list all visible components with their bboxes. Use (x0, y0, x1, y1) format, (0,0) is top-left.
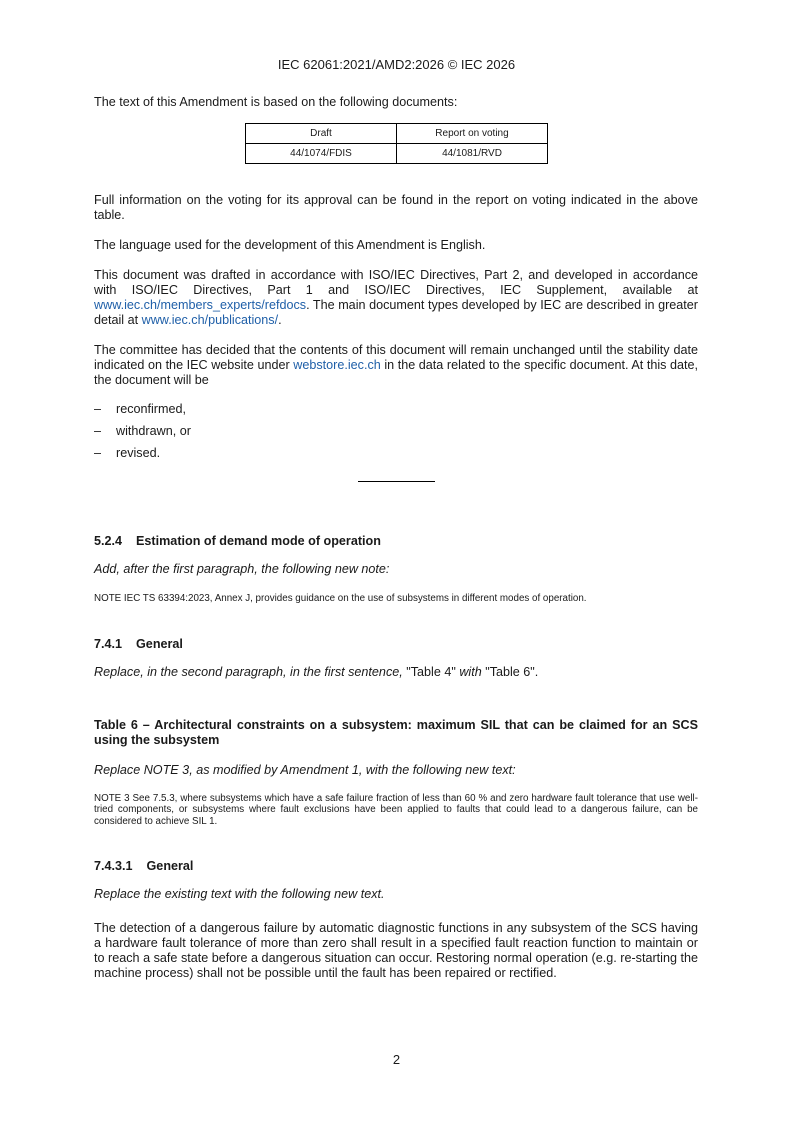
list-item-text: withdrawn, or (116, 424, 191, 438)
quoted-text: "Table 6". (481, 664, 539, 679)
list-item (94, 424, 698, 439)
table-header-cell: Draft (246, 124, 397, 144)
drafting-text: This document was drafted in accordance with ISO/IEC Directives, Part 2, and developed in accordance with ISO/IEC Directives, Part 1 and ISO/IEC Directives, IEC Supplement, available at (94, 268, 698, 297)
voting-documents-table (245, 123, 548, 164)
committee-text: in the data related to the specific document. At this date, the document will be (94, 358, 699, 387)
clause-number: 7.4.3.1 (94, 859, 133, 873)
section-divider (358, 481, 435, 482)
page-number: 2 (392, 1052, 401, 1067)
clause-5-2-4-note: NOTE IEC TS 63394:2023, Annex J, provides guidance on the use of subsystems in different modes of operation. (94, 593, 587, 604)
page-header: IEC 62061:2021/AMD2:2026 © IEC 2026 (277, 57, 516, 72)
table-cell: 44/1074/FDIS (246, 144, 397, 164)
dash-bullet: – (94, 402, 102, 416)
table-6-instruction: Replace NOTE 3, as modified by Amendment 1, with the following new text: (94, 762, 516, 777)
clause-number: 5.2.4 (94, 534, 123, 548)
instruction-text: Replace, in the second paragraph, in the first sentence, (94, 664, 403, 679)
drafting-text: . The main document types developed by IEC are described in greater detail at (94, 298, 698, 327)
status-list (94, 402, 698, 461)
list-item-text: reconfirmed, (116, 402, 186, 416)
table-header-cell: Report on voting (397, 124, 548, 144)
clause-7-4-1-heading (94, 637, 698, 652)
clause-5-2-4-instruction: Add, after the first paragraph, the following new note: (94, 562, 390, 576)
drafting-paragraph (94, 268, 698, 328)
table-row (246, 144, 548, 164)
clause-title: General (136, 636, 183, 651)
language-paragraph: The language used for the development of this Amendment is English. (94, 238, 486, 252)
committee-paragraph (94, 343, 698, 388)
clause-title: Estimation of demand mode of operation (136, 534, 381, 548)
drafting-text: . (278, 313, 282, 327)
dash-bullet: – (94, 424, 102, 438)
table-header-row (246, 124, 548, 144)
clause-7-4-3-1-heading (94, 859, 698, 874)
table-6-note: NOTE 3 See 7.5.3, where subsystems which have a safe failure fraction of less than 60 % and zero hardware fault tolerance that use well-tried components, or subsystems where fault exclusions have been applied to faults that could lead to a dangerous failure, can be considered to achieve SIL 1. (94, 792, 698, 827)
refdocs-link[interactable]: www.iec.ch/members_experts/refdocs (94, 298, 307, 312)
quoted-text: "Table 4" (402, 664, 460, 679)
table-cell: 44/1081/RVD (397, 144, 548, 164)
webstore-link[interactable]: webstore.iec.ch (293, 358, 381, 372)
page-content (94, 95, 698, 981)
list-item (94, 402, 698, 417)
list-item (94, 446, 698, 461)
list-item-text: revised. (116, 446, 161, 460)
clause-7-4-3-1-instruction: Replace the existing text with the following new text. (94, 887, 385, 901)
dash-bullet: – (94, 446, 102, 460)
clause-7-4-1-instruction (94, 665, 698, 680)
table-6-title: Table 6 – Architectural constraints on a subsystem: maximum SIL that can be claimed for an SCS using the subsystem (94, 717, 698, 747)
clause-7-4-3-1-body: The detection of a dangerous failure by automatic diagnostic functions in any subsystem of the SCS having a hardware fault tolerance of more than zero shall result in a specified fault reaction function to maintain or to reach a safe state before a dangerous situation can occur. Restoring normal operation (e.g. re-starting the machine process) shall not be possible until the fault has been repaired or rectified. (94, 921, 698, 980)
voting-paragraph: Full information on the voting for its approval can be found in the report on voting indicated in the above table. (94, 193, 698, 222)
clause-title: General (146, 859, 194, 873)
publications-link[interactable]: www.iec.ch/publications/ (141, 313, 279, 327)
clause-5-2-4-heading (94, 534, 698, 549)
instruction-text: with (459, 664, 482, 679)
committee-text: The committee has decided that the contents of this document will remain unchanged until the stability date indicated on the IEC website under (94, 343, 698, 372)
intro-text: The text of this Amendment is based on the following documents: (94, 95, 458, 109)
clause-number: 7.4.1 (94, 636, 123, 651)
